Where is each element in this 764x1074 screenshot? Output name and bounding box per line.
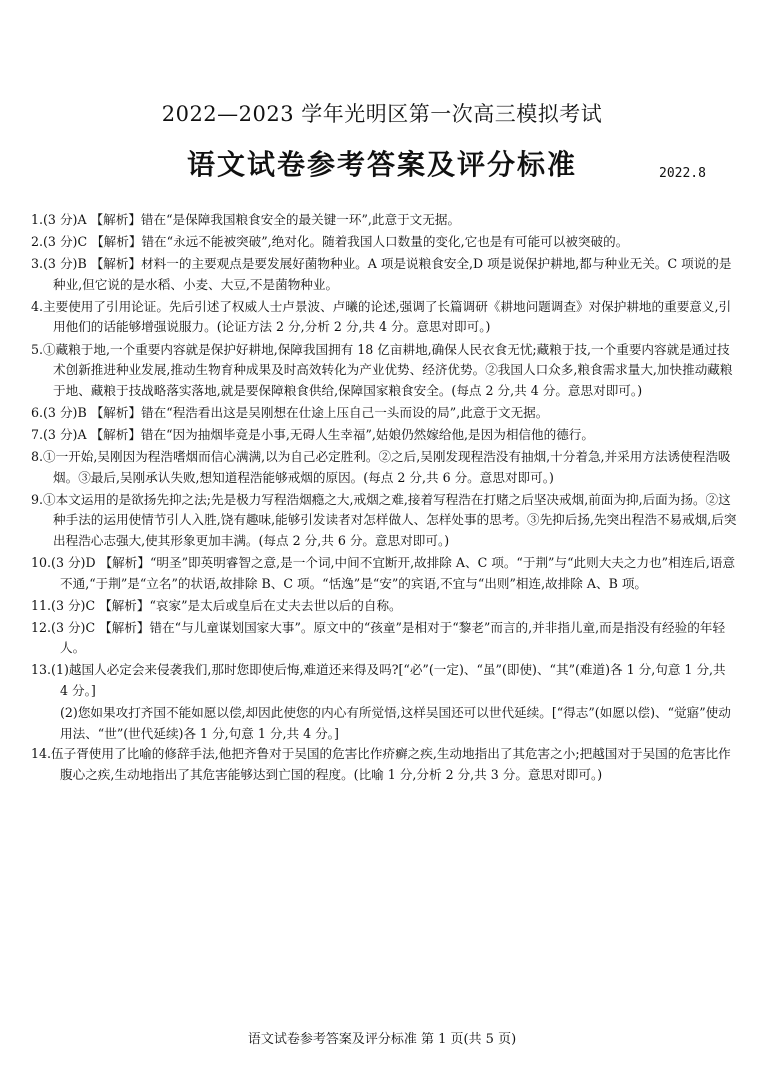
answer-item-1: 1.(3 分)A 【解析】错在“是保障我国粮食安全的最关键一环”,此意于文无据。 [31,212,461,227]
answer-item-2: 2.(3 分)C 【解析】错在“永远不能被突破”,绝对化。随着我国人口数量的变化,它也是有可能可以被突破的。 [31,234,629,250]
page-footer: 语文试卷参考答案及评分标准 第 1 页(共 5 页) [247,1032,517,1047]
answer-item-11: 11.(3 分)C 【解析】“哀家”是太后或皇后在丈夫去世以后的自称。 [31,597,402,613]
answer-item-5: 5.①藏粮于地,一个重要内容就是保护好耕地,保障我国拥有 18 亿亩耕地,确保人民衣食无忧;藏粮于技,一个重要内容就是通过技术创新推进种业发展,推动生物育种成果及时高效转化为产业优势、经济优势。②我国人口众多,粮食需求量大,加快推动藏粮于地、藏粮于技战略落实落地,就是要保障粮食供给,保障国家粮食安全。(每点 2 分,共 4 分。意思对即可。) [31,341,733,398]
answer-item-12: 12.(3 分)C 【解析】错在“与儿童谋划国家大事”。原文中的“孩童”是相对于“黎老”而言的,并非指儿童,而是指没有经验的年轻人。 [31,619,726,656]
document-date: 2022.8 [659,166,706,181]
answer-item-14: 14.伍子胥使用了比喻的修辞手法,他把齐鲁对于吴国的危害比作疥癣之疾,生动地指出了其危害之小;把越国对于吴国的危害比作腹心之疾,生动地指出了其危害能够达到亡国的程度。(比喻 1 分,分析 2 分,共 3 分。意思对即可。) [31,746,731,782]
document-subtitle: 语文试卷参考答案及评分标准 [186,148,577,181]
answer-list [31,210,737,787]
answer-item-6: 6.(3 分)B 【解析】错在“程浩看出这是吴刚想在仕途上压自己一头而设的局”,此意于文无据。 [31,404,549,420]
answer-item-3: 3.(3 分)B 【解析】材料一的主要观点是要发展好菌物种业。A 项是说粮食安全,D 项是说保护耕地,都与种业无关。C 项说的是种业,但它说的是水稻、小麦、大豆,不是菌物种业。 [31,256,732,292]
answer-item-7: 7.(3 分)A 【解析】错在“因为抽烟毕竟是小事,无碍人生幸福”,姑娘仍然嫁给他,是因为相信他的德行。 [31,426,594,442]
answer-item-9: 9.①本文运用的是欲扬先抑之法;先是极力写程浩烟瘾之大,戒烟之难,接着写程浩在打赌之后坚决戒烟,前面为抑,后面为扬。②这种手法的运用使情节引人入胜,饶有趣味,能够引发读者对怎样做人、怎样处事的思考。③先抑后扬,先突出程浩不易戒烟,后突出程浩心志强大,使其形象更加丰满。(每点 2 分,共 6 分。意思对即可。) [31,491,737,548]
answer-item-4: 4.主要使用了引用论证。先后引述了权威人士卢景波、卢曦的论述,强调了长篇调研《耕地问题调查》对保护耕地的重要意义,引用他们的话能够增强说服力。(论证方法 2 分,分析 2 分,共 4 分。意思对即可。) [31,298,732,335]
answer-item-10: 10.(3 分)D 【解析】“明圣”即英明睿智之意,是一个词,中间不宜断开,故排除 A、C 项。“于荆”与“此则大夫之力也”相连后,语意不通,“于荆”是“立名”的状语,故排除 B、C 项。“恬逸”是“安”的宾语,不宜与“出则”相连,故排除 A、B 项。 [31,555,736,591]
answer-item-13-part-2: (2)您如果攻打齐国不能如愿以偿,却因此使您的内心有所觉悟,这样吴国还可以世代延续。[“得志”(如愿以偿)、“觉寤”使动用法、“世”(世代延续)各 1 分,句意 1 分,共 4 分。] [60,705,731,741]
answer-item-8: 8.①一开始,吴刚因为程浩嗜烟而信心满满,以为自己必定胜利。②之后,吴刚发现程浩没有抽烟,十分着急,并采用方法诱使程浩吸烟。③最后,吴刚承认失败,想知道程浩能够戒烟的原因。(每点 2 分,共 6 分。意思对即可。) [31,449,731,485]
exam-title: 2022—2023 学年光明区第一次高三模拟考试 [161,102,603,126]
answer-item-13: 13.(1)越国人必定会来侵袭我们,那时您即使后悔,难道还来得及吗?[“必”(一定)、“虽”(即使)、“其”(难道)各 1 分,句意 1 分,共 4 分。] [31,662,726,699]
